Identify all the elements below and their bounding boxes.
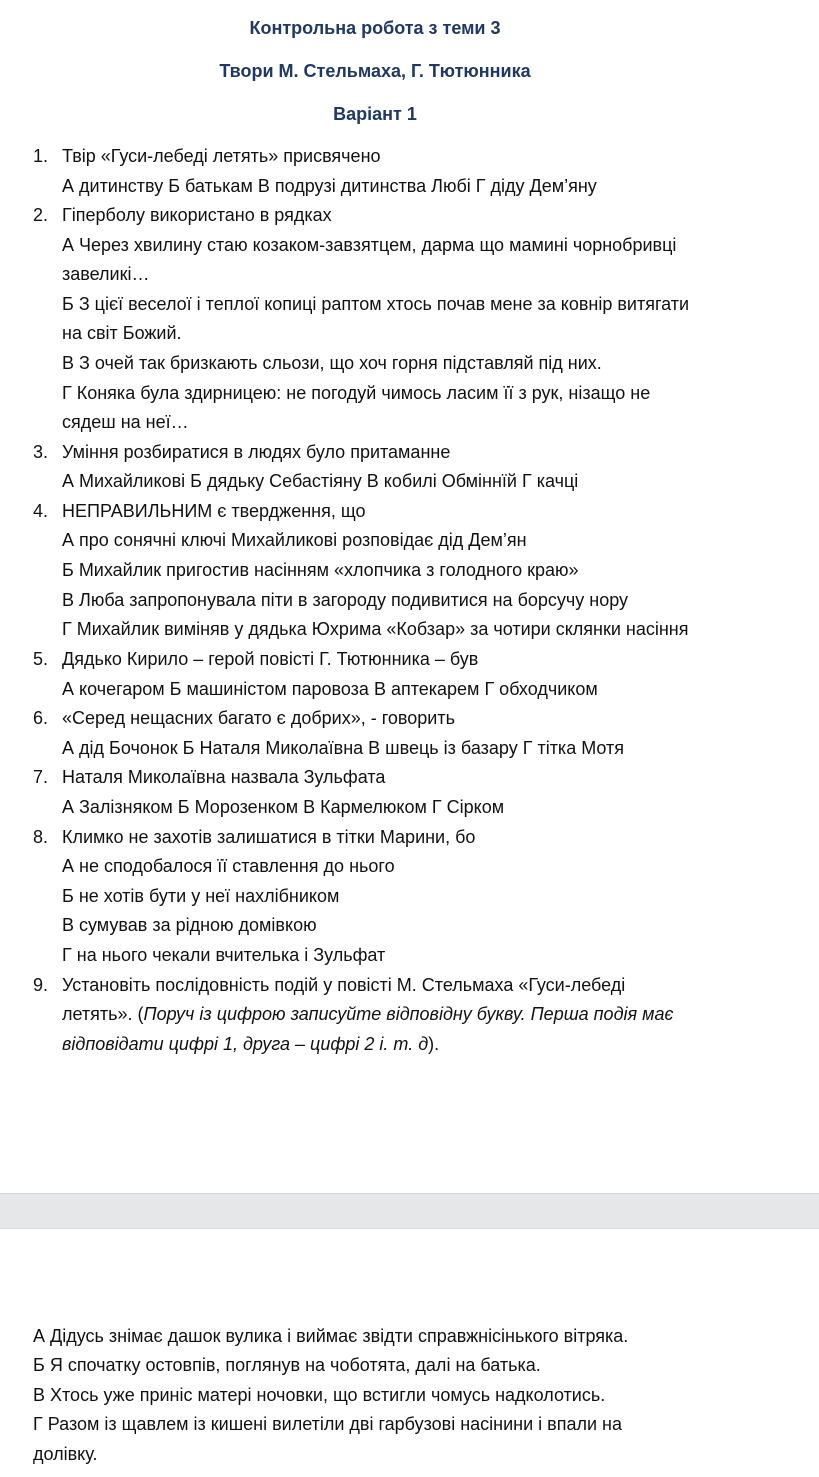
question-text: Установіть послідовність подій у повісті М. Стельмаха «Гуси-лебеді	[62, 975, 626, 995]
answer-option-a-cont: завеликі…	[62, 264, 150, 284]
event-a: А Дідусь знімає дашок вулика і виймає звідти справжнісінького вітряка.	[33, 1326, 629, 1346]
answer-option-b: Б Михайлик пригостив насінням «хлопчика з голодного краю»	[62, 560, 579, 580]
question-number: 1.	[33, 146, 49, 166]
question-text: Дядько Кирило – герой повісті Г. Тютюнника – був	[62, 649, 479, 669]
event-g-cont: долівку.	[33, 1444, 98, 1464]
answer-options: А дід Бочонок Б Наталя Миколаївна В швець із базару Г тітка Мотя	[62, 738, 625, 758]
answer-option-a: А не сподобалося її ставлення до нього	[62, 856, 395, 876]
question-text-cont-2	[62, 1032, 439, 1056]
event-g: Г Разом із щавлем із кишені вилетіли дві гарбузові насінини і впали на	[33, 1414, 622, 1434]
answer-option-a: А про сонячні ключі Михайликові розповідає дід Дем’ян	[62, 530, 527, 550]
answer-option-g-cont: сядеш на неї…	[62, 412, 189, 432]
answer-option-v: В Люба запропонувала піти в загороду подивитися на борсучу нору	[62, 590, 629, 610]
event-b: Б Я спочатку остовпів, поглянув на чоботята, далі на батька.	[33, 1355, 541, 1375]
answer-option-a: А Через хвилину стаю козаком-завзятцем, дарма що мамині чорнобривці	[62, 235, 677, 255]
answer-options: А дитинству Б батькам В подрузі дитинства Любі Г діду Дем’яну	[62, 176, 597, 196]
question-text: «Серед нещасних багато є добрих», - говорить	[62, 708, 455, 728]
answer-option-b: Б З цієї веселої і теплої копиці раптом хтось почав мене за ковнір витягати	[62, 294, 690, 314]
answer-option-g: Г Михайлик виміняв у дядька Юхрима «Кобзар» за чотири склянки насіння	[62, 619, 689, 639]
question-number: 8.	[33, 827, 49, 847]
question-text: Твір «Гуси-лебеді летять» присвячено	[62, 146, 381, 166]
document-subtitle: Твори М. Стельмаха, Г. Тютюнника	[219, 61, 531, 81]
question-text: НЕПРАВИЛЬНИМ є твердження, що	[62, 501, 366, 521]
document-page-2	[0, 1229, 819, 1477]
question-text: Наталя Миколаївна назвала Зульфата	[62, 767, 386, 787]
question-number: 6.	[33, 708, 49, 728]
question-number: 3.	[33, 442, 49, 462]
question-text: Климко не захотів залишатися в тітки Марини, бо	[62, 827, 476, 847]
event-v: В Хтось уже приніс матері ночовки, що встигли чомусь надколотись.	[33, 1385, 606, 1405]
answer-options: А Михайликові Б дядьку Себастіяну В кобилі Обміннїй Г качці	[62, 471, 579, 491]
instruction-text: Поруч із цифрою записуйте відповідну букву. Перша подія має	[143, 1004, 674, 1024]
question-number: 7.	[33, 767, 49, 787]
answer-option-b-cont: на світ Божий.	[62, 323, 182, 343]
question-number: 5.	[33, 649, 49, 669]
question-text-end: летять». (	[62, 1004, 144, 1024]
question-text: Уміння розбиратися в людях було притаманне	[62, 442, 451, 462]
question-number: 4.	[33, 501, 49, 521]
question-number: 2.	[33, 205, 49, 225]
answer-option-g: Г Коняка була здирницею: не погодуй чимось ласим її з рук, нізащо не	[62, 383, 651, 403]
question-text: Гіперболу використано в рядках	[62, 205, 332, 225]
instruction-close: ).	[428, 1034, 440, 1054]
instruction-text-cont: відповідати цифрі 1, друга – цифрі 2 і. т. д	[62, 1034, 429, 1054]
page-separator	[0, 1193, 819, 1229]
answer-option-v: В сумував за рідною домівкою	[62, 915, 317, 935]
variant-heading: Варіант 1	[333, 104, 417, 124]
answer-option-v: В З очей так бризкають сльози, що хоч горня підставляй під них.	[62, 353, 602, 373]
question-text-cont	[62, 1002, 673, 1026]
document-title: Контрольна робота з теми 3	[249, 18, 501, 38]
question-number: 9.	[33, 975, 49, 995]
answer-option-g: Г на нього чекали вчителька і Зульфат	[62, 945, 386, 965]
answer-options: А кочегаром Б машиністом паровоза В аптекарем Г обходчиком	[62, 679, 598, 699]
answer-option-b: Б не хотів бути у неї нахлібником	[62, 886, 340, 906]
answer-options: А Залізняком Б Морозенком В Кармелюком Г Сірком	[62, 797, 505, 817]
